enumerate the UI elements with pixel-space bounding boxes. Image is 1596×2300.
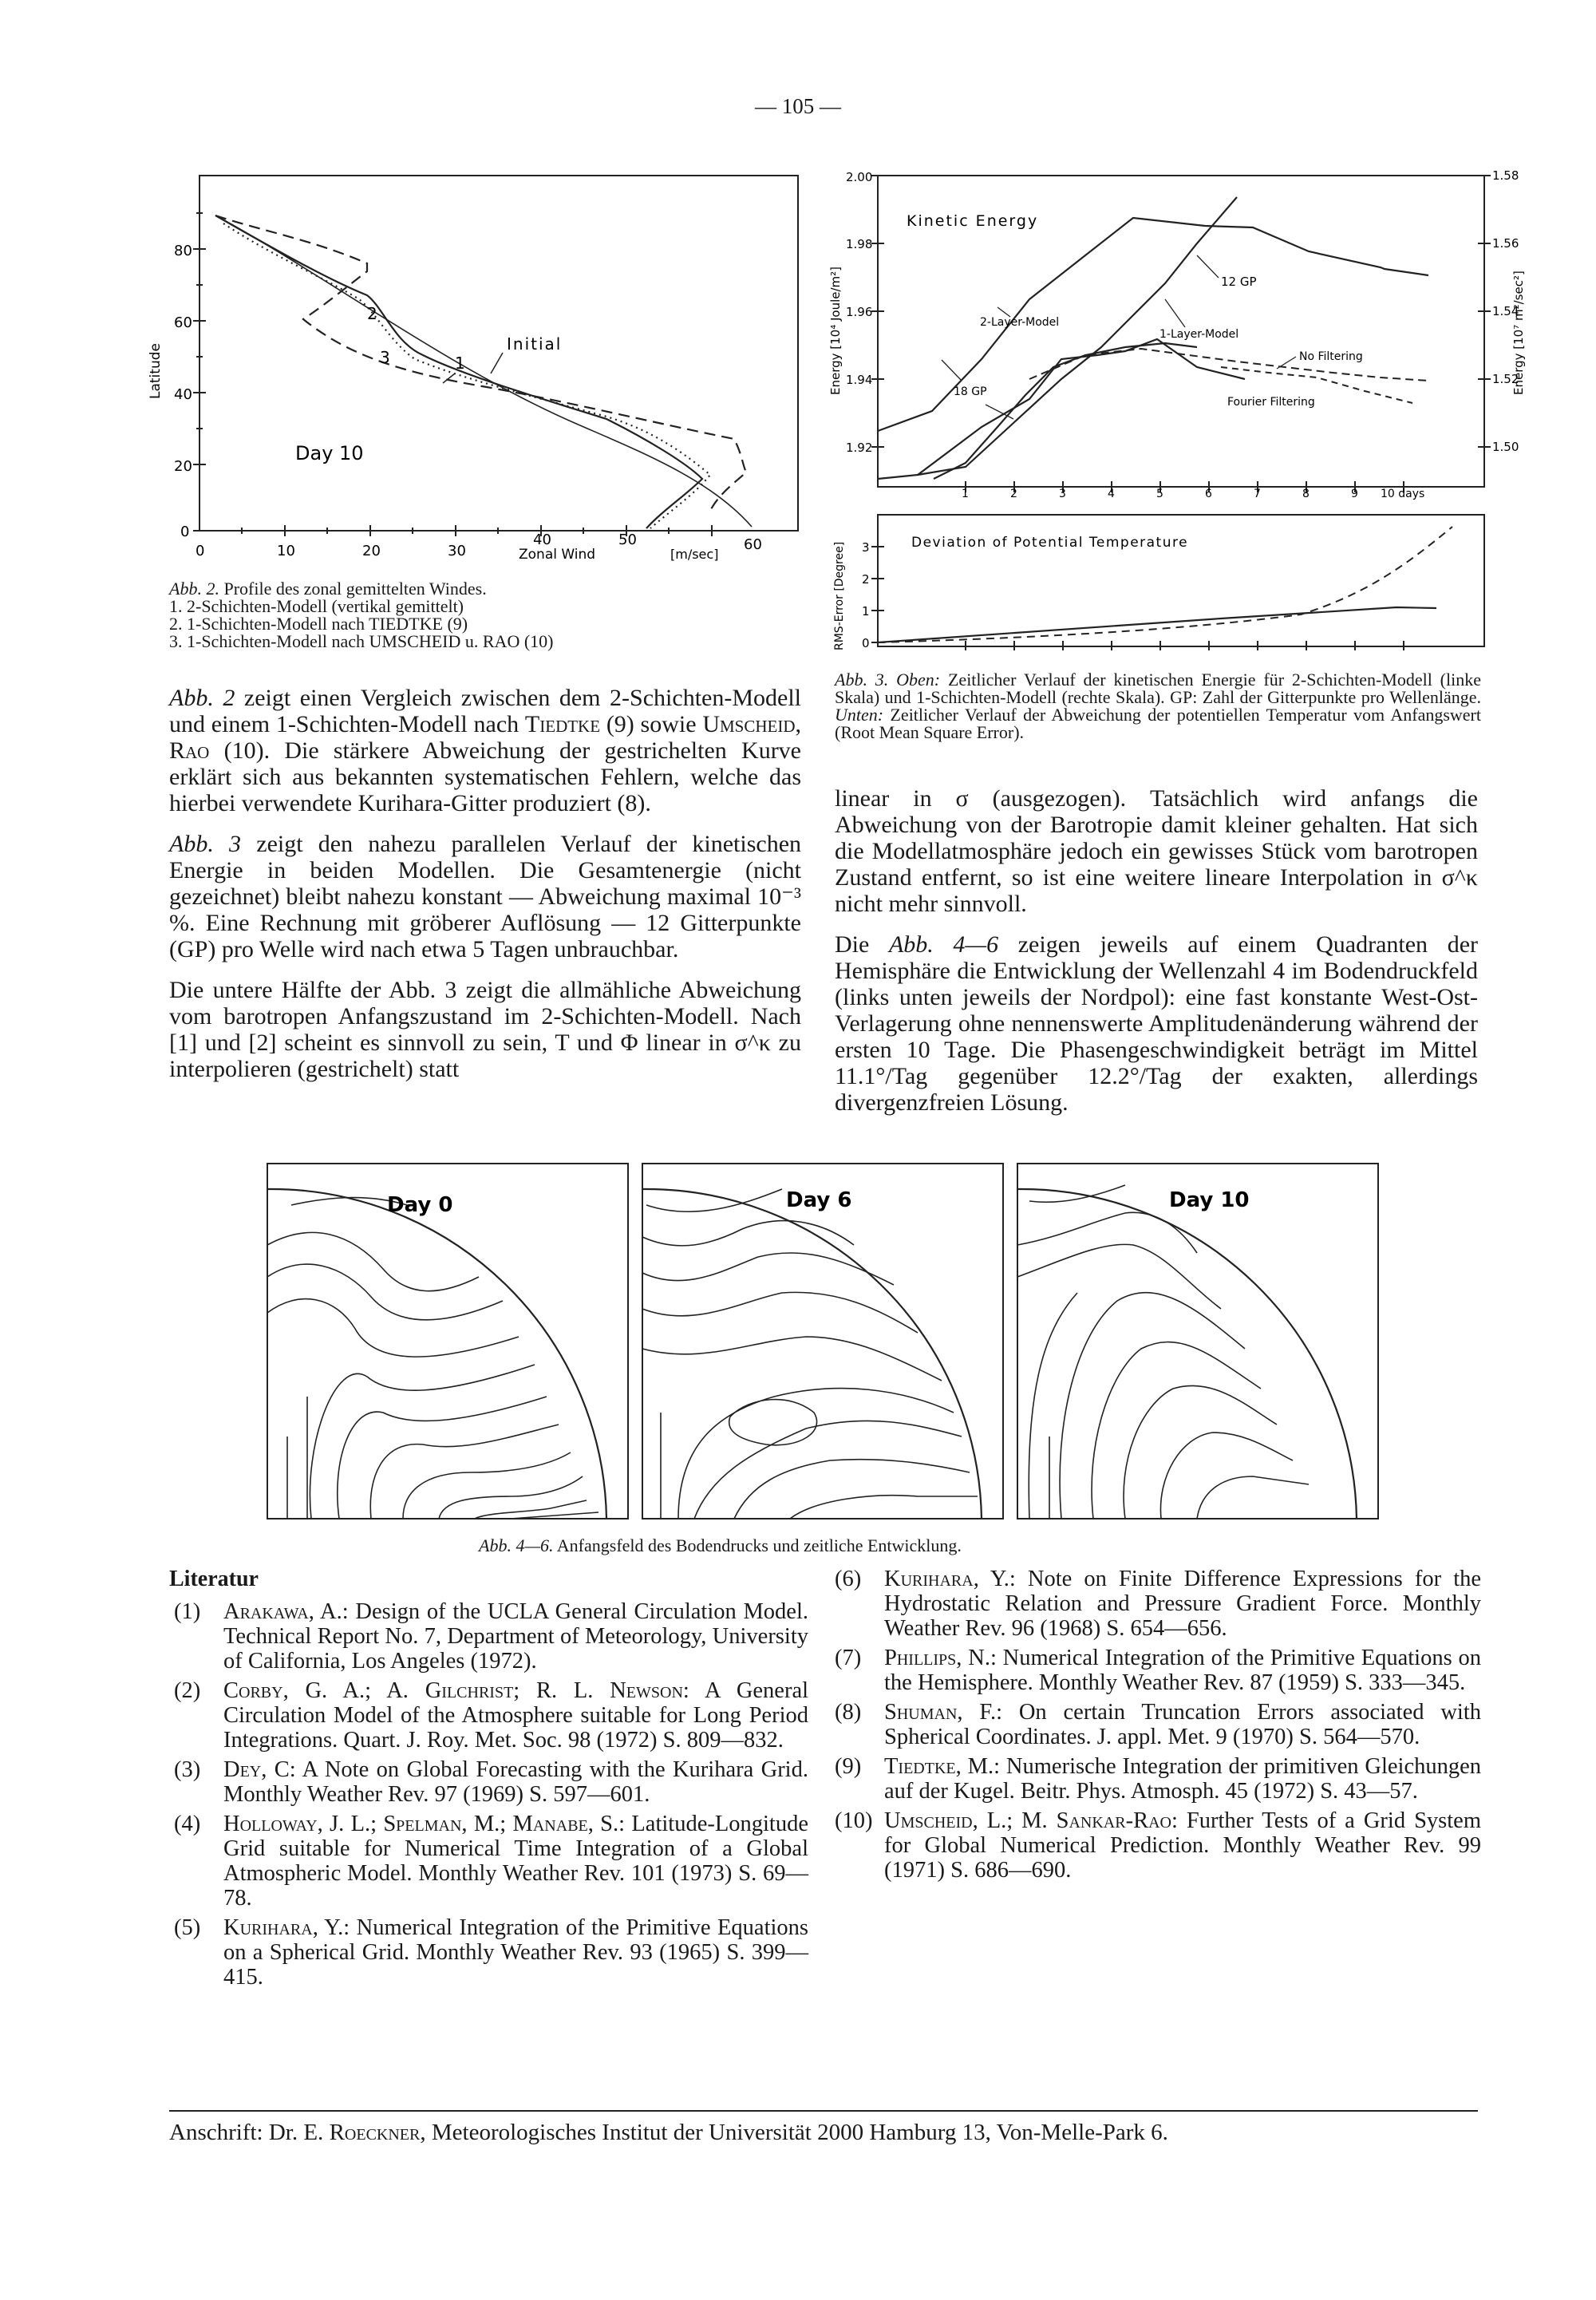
author-name: Umscheid, Rao (169, 711, 801, 764)
panel-label: Day 0 (387, 1193, 453, 1217)
reference-number: (4) (174, 1812, 201, 1836)
ref-abb2: Abb. 2 (169, 685, 235, 711)
references-left (174, 1599, 808, 1994)
fig3-label: 2-Layer-Model (980, 316, 1060, 329)
figure-3-caption (835, 671, 1481, 741)
reference-item (174, 1678, 808, 1753)
reference-text: : Numerical Integration of the Primitive Equations on a Spherical Grid. Monthly Weather Rev. 93 (1965) S. 399—415. (223, 1915, 809, 1990)
reference-number: (8) (835, 1700, 862, 1725)
reference-number: (1) (174, 1599, 201, 1624)
reference-item (174, 1757, 808, 1807)
fig3-right-tick: 1.56 (1492, 236, 1519, 251)
fig3-caption-oben: Oben: (896, 670, 941, 690)
reference-author: Corby, G. A.; A. Gilchrist; R. L. Newson (223, 1678, 683, 1703)
reference-text: : Numerische Integration der primitiven Gleichungen auf der Kugel. Beitr. Phys. Atmosph. 45 (1972) S. 43—57. (884, 1754, 1481, 1804)
right-column-text (835, 785, 1478, 1130)
figure-2-plot (128, 160, 814, 575)
text-span: Die (835, 931, 889, 958)
fig3-bottom-title: Deviation of Potential Temperature (911, 535, 1189, 551)
figure-3-plot (822, 164, 1524, 658)
fig3-label: 12 GP (1221, 275, 1257, 289)
reference-item (174, 1915, 808, 1990)
fig3-left-tick: 1.98 (846, 237, 873, 251)
reference-author: Dey, C (223, 1757, 290, 1782)
reference-text: : On certain Truncation Errors associated with Spherical Coordinates. J. appl. Met. 9 (1970) S. 564—570. (884, 1700, 1481, 1749)
reference-number: (10) (835, 1808, 873, 1833)
fig3-right-tick: 1.54 (1492, 304, 1519, 318)
fig3-xtick: 8 (1302, 488, 1310, 500)
text-span: zeigt den nahezu parallelen Verlauf der kinetischen Energie in beiden Modellen. Die Gesamtenergie (nicht gezeichnet) bleibt nahezu konstant — Abweichung maximal 10⁻³ %. Eine Rechnung mit gröberer Auflösung — 12 Gitterpunkte (GP) pro Welle wird nach etwa 5 Tagen unbrauchbar. (169, 831, 802, 962)
fig3-curve-linear-sigma (878, 607, 1436, 642)
fig3-right-tick: 1.50 (1492, 440, 1519, 454)
footer-address (169, 2120, 1478, 2146)
reference-text: : Design of the UCLA General Circulation Model. Technical Report No. 7, Department of Meteorology, University of California, Los Angeles (1972). (223, 1599, 808, 1674)
fig3-xtick: 1 (962, 488, 969, 500)
reference-author: Phillips, N. (884, 1646, 990, 1670)
fig2-ytick: 80 (174, 243, 192, 259)
fig2-xunit: [m/sec] (670, 547, 719, 562)
fig2-caption-title: Abb. 2. (169, 579, 219, 599)
fig3-xtick: 7 (1254, 488, 1261, 500)
fig3-bottom-ylabel: RMS-Error [Degree] (833, 541, 846, 650)
figure-4-6-caption (479, 1537, 1197, 1555)
fig3-bottom-tick: 3 (862, 540, 870, 555)
panel-day-10 (1017, 1164, 1378, 1519)
reference-text: : A General Circulation Model of the Atmosphere suitable for Long Period Integrations. Quart. J. Roy. Met. Soc. 98 (1972) S. 809—832. (223, 1678, 809, 1753)
fig3-left-tick: 2.00 (846, 170, 873, 184)
fig3-right-tick: 1.52 (1492, 372, 1519, 386)
figure-4-6 (263, 1157, 1389, 1524)
fig2-xtick: 0 (196, 543, 205, 559)
footer-prefix: Anschrift: Dr. E. (169, 2120, 330, 2145)
text-span: zeigt einen Vergleich zwischen dem 2-Schichten-Modell und einem 1-Schichten-Modell nach (169, 685, 801, 737)
fig3-label: Fourier Filtering (1227, 396, 1315, 409)
fig3-right-tick: 1.58 (1492, 168, 1519, 183)
fig2-curve-initial (215, 215, 752, 527)
reference-item (835, 1808, 1481, 1883)
footer-suffix: , Meteorologisches Institut der Universität 2000 Hamburg 13, Von-Melle-Park 6. (420, 2120, 1168, 2145)
paragraph: linear in σ (ausgezogen). Tatsächlich wird anfangs die Abweichung von der Barotropie damit kleiner gehalten. Hat sich die Modellatmosphäre jedoch ein gewisses Stück vom barotropen Zustand entfernt, so ist eine weitere lineare Interpolation in σ^κ nicht mehr sinnvoll. (835, 785, 1478, 917)
fig2-xtick: 20 (362, 543, 381, 559)
fig3-xtick: 3 (1059, 488, 1066, 500)
fig2-xtick: 60 (744, 536, 762, 553)
reference-item (835, 1754, 1481, 1804)
fig3-label: 18 GP (954, 385, 987, 398)
reference-text: : Note on Finite Difference Expressions for the Hydrostatic Relation and Pressure Gradient Force. Monthly Weather Rev. 96 (1968) S. 654—656. (884, 1567, 1482, 1641)
paragraph (169, 831, 801, 962)
figure-3 (822, 164, 1524, 658)
fig2-xtick: 50 (618, 532, 637, 548)
reference-author: Kurihara, Y. (223, 1915, 344, 1940)
reference-number: (6) (835, 1567, 862, 1591)
reference-number: (5) (174, 1915, 201, 1940)
fig3-top-ylabel-right: Energy [10⁷ m²/sec²] (1511, 271, 1526, 395)
ref-abb4-6: Abb. 4—6 (888, 931, 999, 958)
reference-text: : A Note on Global Forecasting with the Kurihara Grid. Monthly Weather Rev. 97 (1969) S. 597—601. (223, 1757, 808, 1807)
paragraph (169, 685, 801, 816)
fig2-ytick: 20 (174, 458, 192, 475)
author-name: Tiedtke (524, 711, 601, 737)
reference-item (174, 1599, 808, 1674)
text-span: (9) sowie (600, 711, 703, 737)
paragraph: Die untere Hälfte der Abb. 3 zeigt die allmähliche Abweichung vom barotropen Anfangszustand im 2-Schichten-Modell. Nach [1] und [2] scheint es sinnvoll zu sein, T und Φ linear in σ^κ zu interpolieren (gestrichelt) statt (169, 977, 801, 1082)
fig2-xtick: 10 (277, 543, 295, 559)
figure-2 (128, 160, 814, 575)
reference-author: Holloway, J. L.; Spelman, M.; Manabe, S. (223, 1812, 619, 1836)
fig3-curve-2layer (878, 218, 1428, 431)
fig3-top-title: Kinetic Energy (907, 212, 1039, 230)
figure-2-caption (169, 580, 808, 650)
reference-item (835, 1700, 1481, 1749)
page-number: — 105 — (755, 94, 841, 118)
fig2-curve-label: 1 (455, 354, 465, 373)
fig3-left-tick: 1.92 (846, 441, 873, 455)
fig3-left-tick: 1.94 (846, 373, 873, 387)
fig3-bottom-tick: 1 (862, 604, 870, 618)
panel-day-6 (642, 1164, 1003, 1519)
fig3-xtick: 10 days (1381, 488, 1425, 500)
literature-heading: Literatur (169, 1567, 259, 1591)
panel-label: Day 10 (1169, 1188, 1250, 1212)
fig3-top-ylabel-left: Energy [10⁴ Joule/m²] (828, 266, 843, 395)
fig3-caption-part1: Zeitlicher Verlauf der kinetischen Energie für 2-Schichten-Modell (linke Skala) und 1-Schichten-Modell (rechte Skala). GP: Zahl der Gitterpunkte pro Wellenlänge. (835, 670, 1481, 707)
fig2-xtick: 40 (533, 532, 551, 548)
reference-item (835, 1567, 1481, 1641)
fig3-left-tick: 1.96 (846, 305, 873, 319)
reference-number: (2) (174, 1678, 201, 1703)
reference-number: (3) (174, 1757, 201, 1782)
ref-abb3: Abb. 3 (169, 831, 242, 857)
fig2-xtick: 30 (448, 543, 466, 559)
paragraph (835, 931, 1478, 1116)
fig2-ytick: 40 (174, 386, 192, 403)
reference-author: Umscheid, L.; M. Sankar-Rao (884, 1808, 1171, 1833)
fig3-xtick: 4 (1108, 488, 1115, 500)
footer-author: Roeckner (329, 2120, 421, 2145)
fig3-caption-unten: Unten: (835, 705, 884, 725)
reference-author: Tiedtke, M. (884, 1754, 994, 1779)
fig3-xtick: 9 (1351, 488, 1358, 500)
text-span: zeigen jeweils auf einem Quadranten der Hemisphäre die Entwicklung der Wellenzahl 4 im Bodendruckfeld (links unten jeweils der Nordpol): eine fast konstante West-Ost-Verlagerung ohne nennenswerte Amplitudenänderung während der ersten 10 Tage. Die Phasengeschwindigkeit beträgt im Mittel 11.1°/Tag gegenüber 12.2°/Tag der exakten, allerdings divergenzfreien Lösung. (835, 931, 1478, 1116)
fig2-caption-text: Profile des zonal gemittelten Windes. (219, 579, 487, 599)
fig3-xtick: 2 (1010, 488, 1017, 500)
reference-number: (9) (835, 1754, 862, 1779)
fig3-bottom-tick: 0 (862, 636, 870, 650)
panel-day-0 (267, 1164, 628, 1519)
reference-item (174, 1812, 808, 1911)
fig3-xtick: 5 (1156, 488, 1163, 500)
fig2-ylabel: Latitude (148, 343, 164, 399)
fig2-label-day: Day 10 (295, 442, 364, 464)
text-span: (10). Die stärkere Abweichung der gestrichelten Kurve erklärt sich aus bekannten systematischen Fehlern, welche das hierbei verwendete Kurihara-Gitter produziert (8). (169, 737, 801, 816)
reference-author: Arakawa, A. (223, 1599, 342, 1624)
reference-number: (7) (835, 1646, 862, 1670)
figure-4-6-plots (263, 1157, 1389, 1524)
panel-label: Day 6 (786, 1188, 852, 1212)
reference-text: : Numerical Integration of the Primitive Equations on the Hemisphere. Monthly Weather Rev. 87 (1959) S. 333—345. (884, 1646, 1481, 1695)
reference-author: Kurihara, Y. (884, 1567, 1009, 1591)
references-right (835, 1567, 1481, 1887)
reference-text: : Further Tests of a Grid System for Global Numerical Prediction. Monthly Weather Rev. 99 (1971) S. 686—690. (884, 1808, 1481, 1883)
fig3-label: No Filtering (1299, 350, 1363, 363)
fig2-label-initial: Initial (507, 334, 563, 354)
fig2-ytick: 0 (180, 524, 190, 540)
fig2-curve-label: 2 (367, 304, 377, 323)
fig3-label: 1-Layer-Model (1159, 328, 1239, 341)
reference-item (835, 1646, 1481, 1695)
fig2-caption-line: 1. 2-Schichten-Modell (vertikal gemittelt) (169, 596, 464, 616)
fig2-curve-2 (223, 223, 710, 528)
fig2-caption-line: 2. 1-Schichten-Modell nach TIEDTKE (9) (169, 614, 468, 634)
fig4-6-caption-title: Abb. 4—6. (479, 1535, 554, 1555)
fig3-caption-part2: Zeitlicher Verlauf der Abweichung der potentiellen Temperatur vom Anfangswert (Root Mean Square Error). (835, 705, 1481, 742)
left-column-text (169, 685, 801, 1097)
reference-author: Shuman, F. (884, 1700, 997, 1725)
footer-rule (169, 2110, 1478, 2112)
fig2-ytick: 60 (174, 314, 192, 331)
fig3-bottom-tick: 2 (862, 572, 870, 587)
fig3-caption-title: Abb. 3. (835, 670, 889, 690)
fig2-xlabel: Zonal Wind (519, 547, 596, 563)
fig4-6-caption-text: Anfangsfeld des Bodendrucks und zeitliche Entwicklung. (553, 1535, 962, 1555)
fig2-caption-line: 3. 1-Schichten-Modell nach UMSCHEID u. RAO (10) (169, 631, 554, 651)
fig2-curve-label: 3 (380, 348, 390, 367)
fig3-xtick: 6 (1205, 488, 1212, 500)
reference-text: : Latitude-Longitude Grid suitable for Numerical Time Integration of a Global Atmospheric Model. Monthly Weather Rev. 101 (1973) S. 69—78. (223, 1812, 808, 1911)
